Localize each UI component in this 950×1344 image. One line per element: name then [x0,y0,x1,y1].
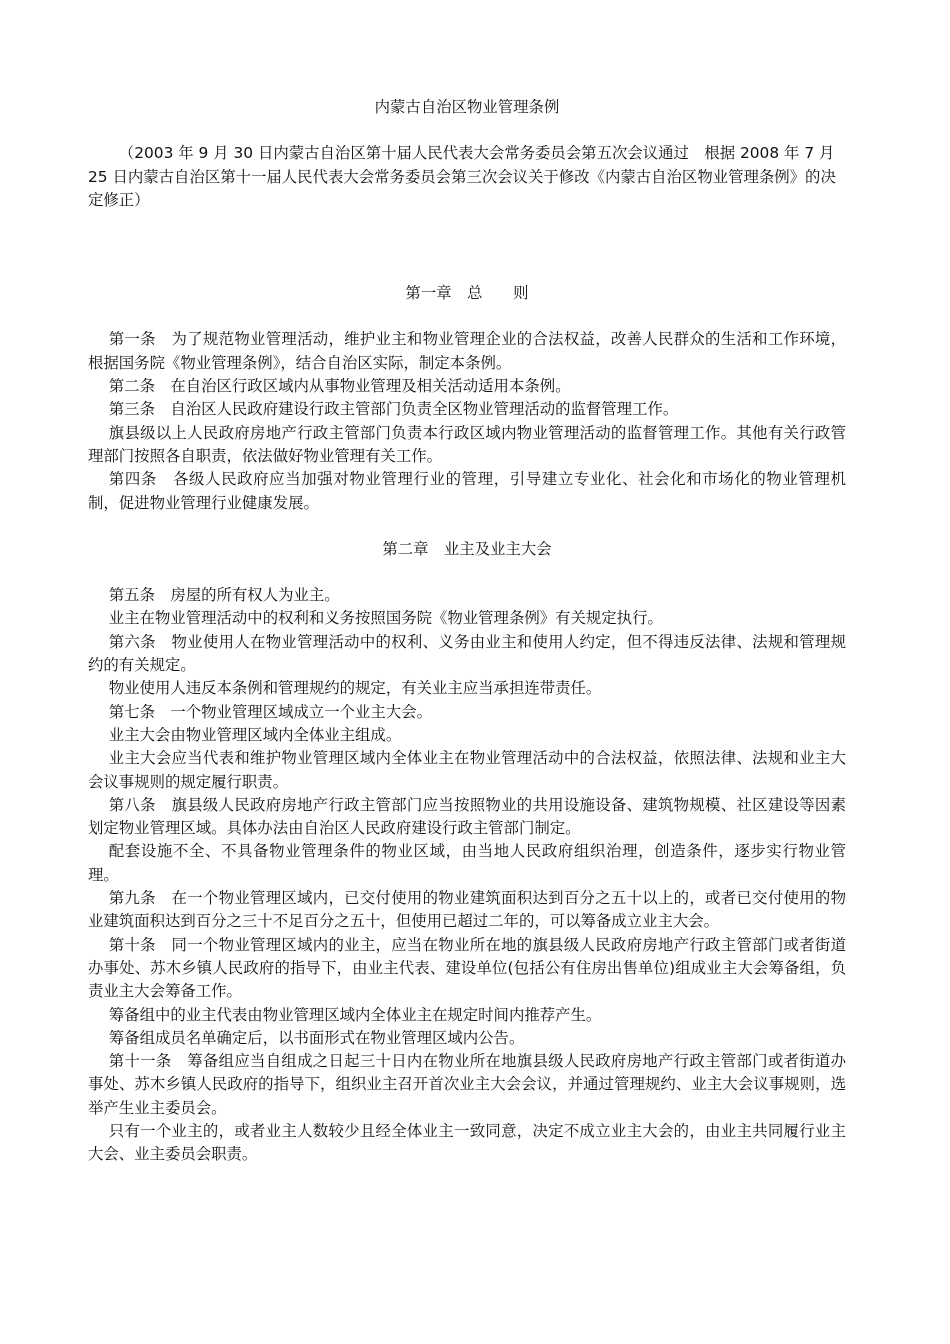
article-paragraph: 第四条 各级人民政府应当加强对物业管理行业的管理，引导建立专业化、社会化和市场化的物业管理机制，促进物业管理行业健康发展。 [88,470,846,512]
article-paragraph: 第三条 自治区人民政府建设行政主管部门负责全区物业管理活动的监督管理工作。 [108,400,679,419]
article-paragraph: 第九条 在一个物业管理区域内，已交付使用的物业建筑面积达到百分之五十以上的，或者已交付使用的物业建筑面积达到百分之三十不足百分之五十，但使用已超过二年的，可以筹备成立业主大会。 [88,889,846,931]
article-paragraph: 筹备组中的业主代表由物业管理区域内全体业主在规定时间内推荐产生。 [108,1005,602,1024]
article-paragraph: 业主大会应当代表和维护物业管理区域内全体业主在物业管理活动中的合法权益，依照法律、法规和业主大会议事规则的规定履行职责。 [88,749,846,791]
article-paragraph: 第一条 为了规范物业管理活动，维护业主和物业管理企业的合法权益，改善人民群众的生活和工作环境，根据国务院《物业管理条例》，结合自治区实际，制定本条例。 [88,330,846,372]
article-paragraph: 第六条 物业使用人在物业管理活动中的权利、义务由业主和使用人约定，但不得违反法律、法规和管理规约的有关规定。 [88,632,846,675]
article-paragraph: 旗县级以上人民政府房地产行政主管部门负责本行政区域内物业管理活动的监督管理工作。其他有关行政管理部门按照各自职责，依法做好物业管理有关工作。 [88,423,846,465]
chapter-1-heading: 第一章 总 则 [405,284,529,303]
article-paragraph: 第十条 同一个物业管理区域内的业主，应当在物业所在地的旗县级人民政府房地产行政主管部门或者街道办事处、苏木乡镇人民政府的指导下，由业主代表、建设单位(包括公有住房出售单位)组成业主大会筹备组，负责业主大会筹备工作。 [88,935,846,1001]
article-paragraph: 业主大会由物业管理区域内全体业主组成。 [108,725,402,744]
article-paragraph: 第八条 旗县级人民政府房地产行政主管部门应当按照物业的共用设施设备、建筑物规模、社区建设等因素划定物业管理区域。具体办法由自治区人民政府建设行政主管部门制定。 [88,795,846,838]
article-paragraph: 业主在物业管理活动中的权利和义务按照国务院《物业管理条例》有关规定执行。 [108,609,663,628]
chapter-2-heading: 第二章 业主及业主大会 [382,539,552,558]
article-paragraph: 第二条 在自治区行政区域内从事物业管理及相关活动适用本条例。 [108,377,571,396]
chapter-1-body [88,328,846,514]
article-paragraph: 只有一个业主的，或者业主人数较少且经全体业主一致同意，决定不成立业主大会的，由业主共同履行业主大会、业主委员会职责。 [88,1121,846,1164]
chapter-2-body [88,584,846,1166]
article-paragraph: 配套设施不全、不具备物业管理条件的物业区域，由当地人民政府组织治理，创造条件，逐步实行物业管理。 [88,842,846,884]
article-paragraph: 筹备组成员名单确定后，以书面形式在物业管理区域内公告。 [108,1028,525,1047]
article-paragraph: 物业使用人违反本条例和管理规约的规定，有关业主应当承担连带责任。 [108,679,602,698]
article-paragraph: 第五条 房屋的所有权人为业主。 [108,586,340,605]
article-paragraph: 第十一条 筹备组应当自组成之日起三十日内在物业所在地旗县级人民政府房地产行政主管部门或者街道办事处、苏木乡镇人民政府的指导下，组织业主召开首次业主大会会议，并通过管理规约、业主大会议事规则，选举产生业主委员会。 [88,1052,846,1117]
article-paragraph: 第七条 一个物业管理区域成立一个业主大会。 [108,702,432,721]
enactment-note: （2003 年 9 月 30 日内蒙古自治区第十届人民代表大会常务委员会第五次会议通过 根据 2008 年 7 月 25 日内蒙古自治区第十一届人民代表大会常务委员会第三次会议关于修改《内蒙古自治区物业管理条例》的决定修正） [88,144,836,209]
document-title: 内蒙古自治区物业管理条例 [374,98,560,116]
